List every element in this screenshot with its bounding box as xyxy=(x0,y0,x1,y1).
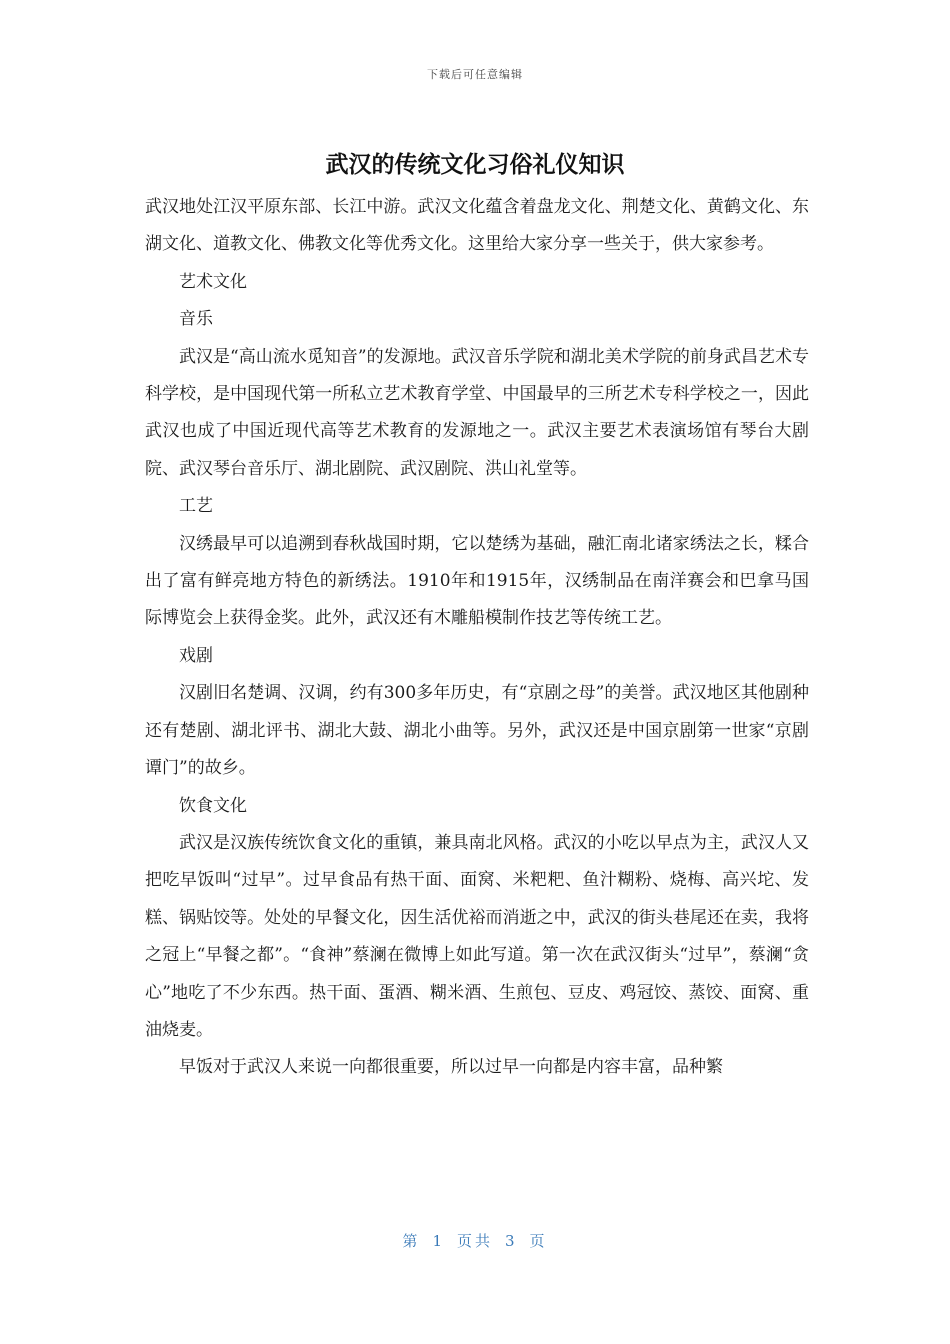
paragraph-music: 武汉是“高山流水觅知音”的发源地。武汉音乐学院和湖北美术学院的前身武昌艺术专科学校，是中国现代第一所私立艺术教育学堂、中国最早的三所艺术专科学校之一，因此武汉也成了中国近现代高等艺术教育的发源地之一。武汉主要艺术表演场馆有琴台大剧院、武汉琴台音乐厅、湖北剧院、武汉剧院、洪山礼堂等。 xyxy=(145,346,809,479)
document-title: 武汉的传统文化习俗礼仪知识 xyxy=(325,152,625,178)
current-page-number: 1 xyxy=(432,1232,445,1250)
total-pages-number: 3 xyxy=(505,1232,518,1250)
page-label-suffix: 页 xyxy=(529,1232,548,1250)
document-body xyxy=(145,189,809,1087)
paragraph-opera: 汉剧旧名楚调、汉调，约有300多年历史，有“京剧之母”的美誉。武汉地区其他剧种还有楚剧、湖北评书、湖北大鼓、湖北小曲等。另外，武汉还是中国京剧第一世家“京剧谭门”的故乡。 xyxy=(145,683,809,779)
subsection-heading-opera: 戏剧 xyxy=(179,645,213,666)
paragraph-intro: 武汉地处江汉平原东部、长江中游。武汉文化蕴含着盘龙文化、荆楚文化、黄鹤文化、东湖文化、道教文化、佛教文化等优秀文化。这里给大家分享一些关于，供大家参考。 xyxy=(145,197,809,255)
paragraph-breakfast: 早饭对于武汉人来说一向都很重要，所以过早一向都是内容丰富，品种繁 xyxy=(179,1057,723,1078)
page-label-prefix: 第 xyxy=(402,1232,421,1250)
section-heading-art-culture: 艺术文化 xyxy=(179,271,247,292)
subsection-heading-craft: 工艺 xyxy=(179,496,213,517)
paragraph-food: 武汉是汉族传统饮食文化的重镇，兼具南北风格。武汉的小吃以早点为主，武汉人又把吃早饭叫“过早”。过早食品有热干面、面窝、米粑粑、鱼汁糊粉、烧梅、高兴坨、发糕、锅贴饺等。处处的早餐文化，因生活优裕而消逝之中，武汉的街头巷尾还在卖，我将之冠上“早餐之都”。“食神”蔡澜在微博上如此写道。第一次在武汉街头“过早”，蔡澜“贪心”地吃了不少东西。热干面、蛋酒、糊米酒、生煎包、豆皮、鸡冠饺、蒸饺、面窝、重油烧麦。 xyxy=(145,832,809,1040)
section-heading-food-culture: 饮食文化 xyxy=(179,795,247,816)
paragraph-craft: 汉绣最早可以追溯到春秋战国时期，它以楚绣为基础，融汇南北诸家绣法之长，糅合出了富有鲜亮地方特色的新绣法。1910年和1915年，汉绣制品在南洋赛会和巴拿马国际博览会上获得金奖。此外，武汉还有木雕船模制作技艺等传统工艺。 xyxy=(145,533,809,629)
page-header-note: 下载后可任意编辑 xyxy=(427,68,523,81)
page-number-footer xyxy=(0,1230,950,1251)
page-label-middle: 页共 xyxy=(456,1232,493,1250)
subsection-heading-music: 音乐 xyxy=(179,309,213,330)
